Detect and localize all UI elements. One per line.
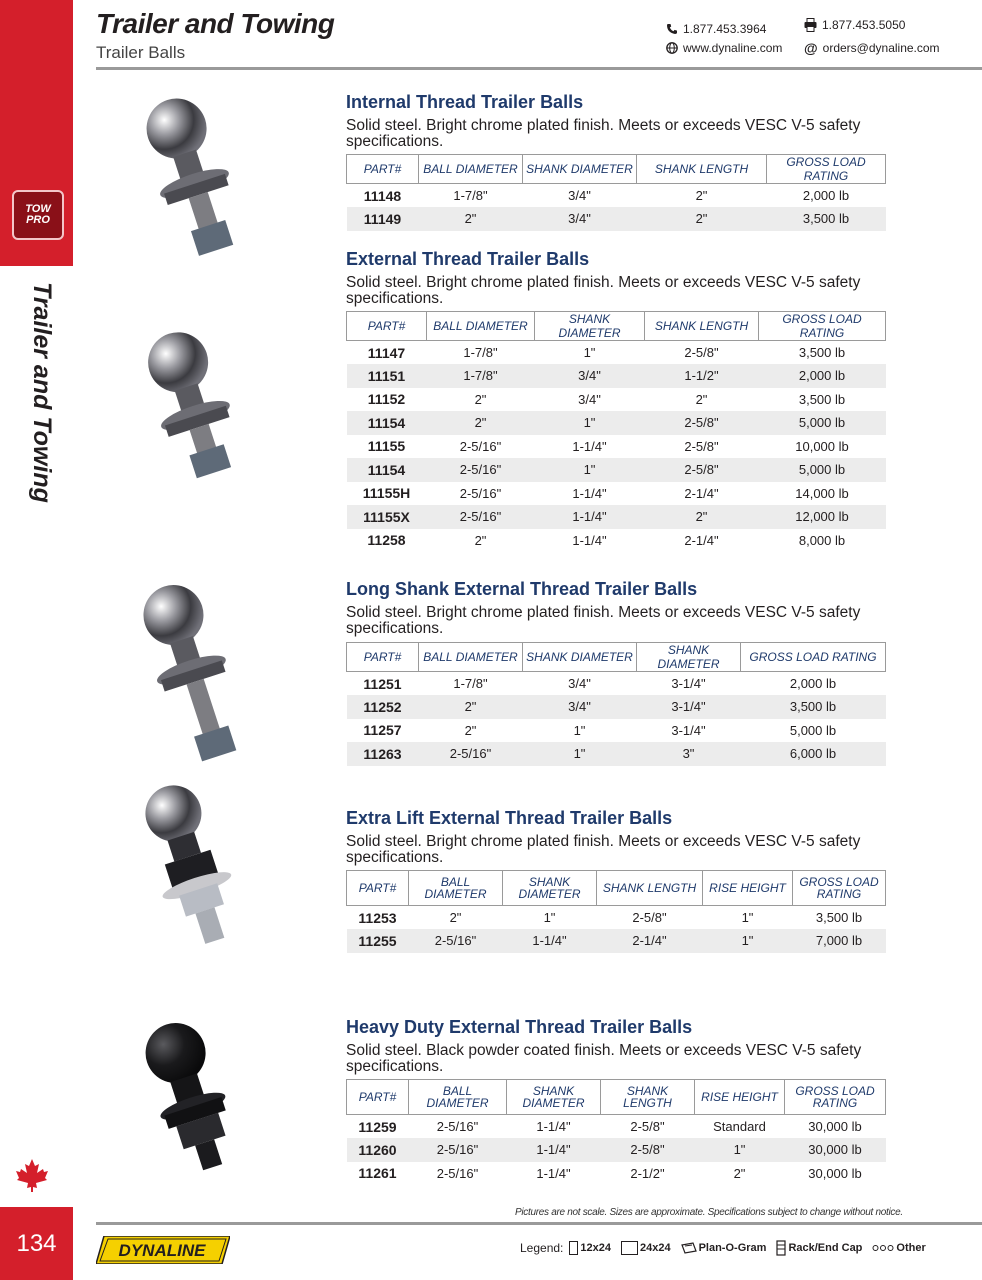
table-cell: 12,000 lb (759, 505, 886, 529)
table-row (347, 435, 886, 459)
table-cell: 2" (449, 910, 462, 925)
section-title-extra-lift: Extra Lift External Thread Trailer Balls (346, 808, 673, 828)
maple-leaf-icon (14, 1157, 50, 1193)
table-cell: 2-5/8" (630, 1119, 665, 1134)
table-row (347, 1162, 886, 1186)
phone-icon (666, 23, 678, 35)
table-cell: 2-5/16" (459, 438, 502, 454)
part-number: 11259 (358, 1118, 397, 1135)
table-cell: 2,000 lb (802, 188, 850, 203)
legend-item-other: Other (872, 1242, 925, 1254)
column-header: RISE HEIGHT (695, 1080, 785, 1115)
at-icon: @ (804, 40, 818, 56)
column-header: SHANK DIAMETER (503, 871, 597, 906)
table-cell: 2" (733, 1165, 746, 1181)
table-row (347, 458, 886, 482)
table-cell: 1" (523, 742, 637, 766)
table-row (347, 529, 886, 553)
table-cell: 14,000 lb (795, 485, 849, 501)
table-header-row (347, 155, 886, 184)
part-number: 11257 (363, 722, 402, 739)
table-cell: 2-1/4" (684, 485, 719, 501)
table-header-row (347, 312, 886, 341)
table-cell: 1-1/4" (572, 532, 607, 548)
tow-pro-logo: TOW PRO (12, 190, 64, 240)
table-cell: 30,000 lb (808, 1165, 862, 1181)
table-row (347, 672, 886, 696)
part-number: 11251 (363, 675, 402, 692)
spec-table-long-shank (346, 642, 886, 766)
table-row (347, 411, 886, 435)
phone-contact: 1.877.453.3964 (666, 22, 766, 36)
table-cell: 3/4" (578, 391, 601, 407)
box-12x24-icon (569, 1241, 578, 1255)
heavy-duty-ball-image (130, 1010, 280, 1180)
box-24x24-icon (621, 1241, 638, 1255)
table-cell: 3,500 lb (798, 391, 846, 407)
table-row (347, 906, 886, 930)
part-number: 11147 (367, 344, 406, 361)
section-description: Solid steel. Bright chrome plated finish. Meets or exceeds VESC V-5 safety specifications. (346, 274, 861, 307)
table-cell: 3-1/4" (671, 676, 706, 691)
table-header-row (347, 1080, 886, 1115)
table-cell: 2" (419, 695, 523, 719)
section-description: Solid steel. Bright chrome plated finish. Meets or exceeds VESC V-5 safety specifications. (346, 604, 861, 637)
column-header: SHANK DIAMETER (637, 643, 741, 672)
legend-label: Legend: (520, 1241, 564, 1255)
column-header: PART# (347, 643, 419, 672)
table-cell: 2-5/16" (436, 1165, 479, 1181)
table-cell: 1-1/4" (572, 438, 607, 454)
part-number: 11260 (347, 1138, 409, 1162)
dynaline-logo (96, 1236, 230, 1264)
spec-table-heavy-duty (346, 1079, 886, 1185)
globe-icon (666, 42, 678, 54)
table-cell: 2-5/16" (409, 929, 503, 953)
table-cell: 6,000 lb (741, 742, 886, 766)
column-header: SHANK DIAMETER (507, 1080, 601, 1115)
column-header: BALL DIAMETER (427, 312, 535, 341)
table-cell: 2" (474, 391, 487, 407)
table-cell: 3,500 lb (815, 910, 863, 925)
email-contact[interactable]: @ orders@dynaline.com (804, 40, 940, 56)
table-cell: 3/4" (568, 188, 591, 203)
table-cell: 2-5/8" (601, 1138, 695, 1162)
spec-table-extra-lift (346, 870, 886, 953)
table-row (347, 207, 886, 231)
table-cell: 1-7/8" (453, 676, 488, 691)
column-header: SHANK LENGTH (637, 155, 767, 184)
part-number: 11154 (347, 411, 427, 435)
column-header: SHANK LENGTH (645, 312, 759, 341)
table-cell: 1-7/8" (453, 188, 488, 203)
column-header: SHANK LENGTH (597, 871, 703, 906)
table-cell: 2-1/4" (684, 532, 719, 548)
table-cell: 1" (543, 910, 556, 925)
table-row (347, 482, 886, 506)
column-header: PART# (347, 871, 409, 906)
table-cell: 3,500 lb (767, 207, 886, 231)
table-cell: 1" (573, 722, 586, 738)
other-dots-icon (872, 1244, 894, 1252)
legend-item-12x24: 12x24 (569, 1241, 611, 1255)
legend (520, 1240, 934, 1256)
table-cell: 1" (535, 411, 645, 435)
column-header: PART# (347, 312, 427, 341)
header-divider (96, 67, 982, 70)
column-header: GROSS LOAD RATING (793, 871, 886, 906)
table-cell: 10,000 lb (795, 438, 849, 454)
legend-item-plan-o-gram: Plan-O-Gram (681, 1242, 767, 1254)
table-header-row (347, 871, 886, 906)
internal-thread-ball-image (130, 84, 280, 264)
part-number: 11261 (358, 1165, 397, 1182)
table-row (347, 184, 886, 208)
table-cell: 2-5/16" (419, 742, 523, 766)
table-cell: 3/4" (568, 676, 591, 691)
long-shank-ball-image (130, 570, 280, 770)
table-cell: 1-1/4" (572, 485, 607, 501)
table-cell: 2-5/8" (632, 910, 667, 925)
table-cell: 5,000 lb (789, 722, 837, 738)
rack-icon (776, 1240, 786, 1256)
table-cell: 2-5/8" (645, 458, 759, 482)
table-row (347, 505, 886, 529)
table-row (347, 742, 886, 766)
table-cell: 2" (419, 207, 523, 231)
plan-o-gram-icon (681, 1242, 697, 1254)
table-cell: 1-1/4" (536, 1165, 571, 1181)
table-cell: 1" (703, 929, 793, 953)
column-header: RISE HEIGHT (703, 871, 793, 906)
table-cell: 2-1/4" (597, 929, 703, 953)
part-number: 11148 (363, 187, 402, 204)
table-cell: 2-5/8" (645, 411, 759, 435)
part-number: 11152 (367, 391, 406, 408)
part-number: 11258 (367, 532, 406, 549)
table-cell: 1" (741, 910, 754, 925)
column-header: GROSS LOAD RATING (767, 155, 886, 184)
table-row (347, 388, 886, 412)
column-header: SHANK DIAMETER (535, 312, 645, 341)
section-title-internal-thread: Internal Thread Trailer Balls (346, 92, 584, 112)
page-title: Trailer and Towing (96, 8, 335, 39)
extra-lift-ball-image (130, 772, 280, 952)
table-cell: 1" (695, 1138, 785, 1162)
legend-item-rack-end-cap: Rack/End Cap (776, 1240, 862, 1256)
disclaimer-text: Pictures are not scale. Sizes are approximate. Specifications subject to change without notice. (515, 1207, 903, 1218)
website-contact[interactable]: www.dynaline.com (666, 41, 782, 55)
fax-contact: 1.877.453.5050 (804, 18, 905, 32)
table-cell: 2-5/16" (427, 505, 535, 529)
table-cell: 2" (474, 532, 487, 548)
part-number: 11253 (358, 909, 397, 926)
table-cell: 30,000 lb (808, 1119, 862, 1134)
part-number: 11155X (347, 505, 427, 529)
vertical-section-title: Trailer and Towing (28, 282, 56, 503)
table-cell: 1" (535, 458, 645, 482)
table-cell: 1-1/4" (536, 1119, 571, 1134)
table-row (347, 1138, 886, 1162)
section-title-heavy-duty: Heavy Duty External Thread Trailer Balls (346, 1017, 693, 1037)
column-header: PART# (347, 155, 419, 184)
external-thread-ball-image (130, 318, 280, 488)
spec-table-internal-thread (346, 154, 886, 231)
table-cell: Standard (713, 1119, 766, 1134)
column-header: PART# (347, 1080, 409, 1115)
column-header: SHANK LENGTH (601, 1080, 695, 1115)
dynaline-logo-text: DYNALINE (118, 1241, 206, 1260)
table-row (347, 364, 886, 388)
table-cell: 2-5/8" (684, 438, 719, 454)
table-cell: 2-5/8" (684, 345, 719, 360)
fax-icon (804, 18, 817, 32)
table-cell: 3/4" (535, 364, 645, 388)
table-cell: 2" (645, 505, 759, 529)
table-row (347, 695, 886, 719)
part-number: 11149 (347, 207, 419, 231)
table-cell: 1-1/2" (645, 364, 759, 388)
page-number: 134 (0, 1207, 73, 1280)
section-title-long-shank: Long Shank External Thread Trailer Balls (346, 579, 698, 599)
table-cell: 1-7/8" (427, 364, 535, 388)
part-number: 11155H (362, 485, 411, 502)
table-row (347, 929, 886, 953)
column-header: GROSS LOAD RATING (759, 312, 886, 341)
column-header: GROSS LOAD RATING (741, 643, 886, 672)
table-cell: 5,000 lb (759, 411, 886, 435)
column-header: BALL DIAMETER (419, 155, 523, 184)
legend-item-24x24: 24x24 (621, 1241, 671, 1255)
page-subtitle: Trailer Balls (96, 43, 186, 62)
table-cell: 2" (695, 188, 708, 203)
section-description: Solid steel. Black powder coated finish. Meets or exceeds VESC V-5 safety specifications. (346, 1042, 862, 1075)
table-cell: 8,000 lb (798, 532, 846, 548)
table-cell: 2" (464, 722, 477, 738)
table-cell: 2,000 lb (789, 676, 837, 691)
column-header: BALL DIAMETER (409, 871, 503, 906)
table-cell: 3/4" (523, 695, 637, 719)
column-header: BALL DIAMETER (409, 1080, 507, 1115)
table-cell: 2-5/16" (409, 1138, 507, 1162)
section-description: Solid steel. Bright chrome plated finish. Meets or exceeds VESC V-5 safety specifications. (346, 833, 861, 866)
table-cell: 3/4" (523, 207, 637, 231)
table-cell: 2-5/16" (459, 485, 502, 501)
part-number: 11263 (347, 742, 419, 766)
part-number: 11155 (367, 438, 406, 455)
table-row (347, 341, 886, 365)
part-number: 11151 (347, 364, 427, 388)
table-cell: 2-1/2" (630, 1165, 665, 1181)
column-header: SHANK DIAMETER (523, 643, 637, 672)
table-cell: 1" (583, 345, 596, 360)
table-cell: 30,000 lb (785, 1138, 886, 1162)
table-cell: 3-1/4" (671, 722, 706, 738)
column-header: GROSS LOAD RATING (785, 1080, 886, 1115)
table-cell: 2,000 lb (759, 364, 886, 388)
table-cell: 1-1/4" (507, 1138, 601, 1162)
table-cell: 5,000 lb (759, 458, 886, 482)
table-cell: 7,000 lb (793, 929, 886, 953)
table-header-row (347, 643, 886, 672)
table-cell: 3" (637, 742, 741, 766)
table-cell: 1-1/4" (535, 505, 645, 529)
section-title-external-thread: External Thread Trailer Balls (346, 249, 590, 269)
part-number: 11154 (347, 458, 427, 482)
table-cell: 2" (695, 391, 708, 407)
column-header: BALL DIAMETER (419, 643, 523, 672)
part-number: 11255 (347, 929, 409, 953)
column-header: SHANK DIAMETER (523, 155, 637, 184)
section-description: Solid steel. Bright chrome plated finish. Meets or exceeds VESC V-5 safety specifications. (346, 117, 861, 150)
table-cell: 2-5/16" (427, 458, 535, 482)
table-row (347, 719, 886, 743)
part-number: 11252 (347, 695, 419, 719)
footer-divider (96, 1222, 982, 1225)
table-cell: 2" (637, 207, 767, 231)
table-cell: 2-5/16" (436, 1119, 479, 1134)
spec-table-external-thread (346, 311, 886, 552)
table-cell: 3,500 lb (741, 695, 886, 719)
table-cell: 1-1/4" (503, 929, 597, 953)
table-cell: 3,500 lb (798, 345, 846, 360)
table-cell: 3-1/4" (637, 695, 741, 719)
table-cell: 1-7/8" (463, 345, 498, 360)
table-cell: 2" (427, 411, 535, 435)
table-row (347, 1115, 886, 1139)
